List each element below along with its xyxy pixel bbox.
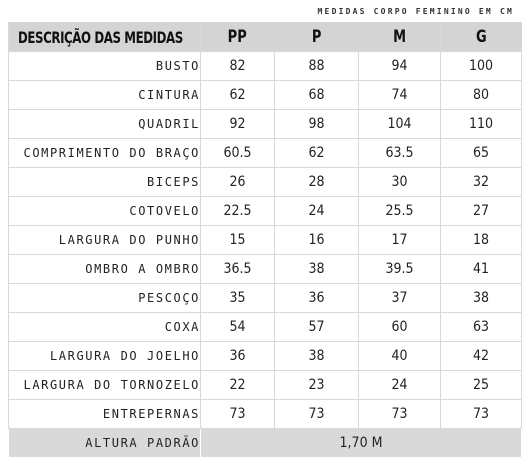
cell-m: 104 — [359, 110, 441, 139]
table-row — [9, 168, 522, 197]
cell-p: 73 — [275, 400, 359, 429]
row-label: BICEPS — [9, 168, 201, 197]
footer-label: ALTURA PADRÃO — [9, 429, 201, 458]
cell-m: 94 — [359, 52, 441, 81]
header-size-m: M — [359, 23, 441, 52]
cell-pp: 36.5 — [201, 255, 275, 284]
table-row — [9, 226, 522, 255]
cell-g: 41 — [441, 255, 522, 284]
cell-pp: 22 — [201, 371, 275, 400]
cell-p: 24 — [275, 197, 359, 226]
cell-p: 36 — [275, 284, 359, 313]
cell-p: 38 — [275, 342, 359, 371]
cell-m: 60 — [359, 313, 441, 342]
table-row — [9, 197, 522, 226]
cell-g: 63 — [441, 313, 522, 342]
cell-pp: 82 — [201, 52, 275, 81]
table-row — [9, 371, 522, 400]
footer-value: 1,70 M — [201, 429, 522, 458]
cell-p: 23 — [275, 371, 359, 400]
row-label: COXA — [9, 313, 201, 342]
cell-p: 88 — [275, 52, 359, 81]
cell-m: 40 — [359, 342, 441, 371]
cell-m: 25.5 — [359, 197, 441, 226]
cell-p: 38 — [275, 255, 359, 284]
cell-pp: 35 — [201, 284, 275, 313]
row-label: PESCOÇO — [9, 284, 201, 313]
cell-p: 98 — [275, 110, 359, 139]
header-description: DESCRIÇÃO DAS MEDIDAS — [9, 23, 201, 52]
cell-pp: 60.5 — [201, 139, 275, 168]
header-size-pp: PP — [201, 23, 275, 52]
header-row — [9, 23, 522, 52]
table-row — [9, 342, 522, 371]
table-row — [9, 313, 522, 342]
table-row — [9, 110, 522, 139]
header-size-g: G — [441, 23, 522, 52]
row-label: LARGURA DO PUNHO — [9, 226, 201, 255]
footer-row — [9, 429, 522, 458]
cell-m: 30 — [359, 168, 441, 197]
row-label: CINTURA — [9, 81, 201, 110]
table-row — [9, 81, 522, 110]
table-row — [9, 139, 522, 168]
row-label: LARGURA DO TORNOZELO — [9, 371, 201, 400]
size-chart-table — [8, 22, 522, 458]
cell-g: 100 — [441, 52, 522, 81]
header-size-p: P — [275, 23, 359, 52]
table-row — [9, 255, 522, 284]
cell-g: 73 — [441, 400, 522, 429]
cell-m: 24 — [359, 371, 441, 400]
cell-g: 27 — [441, 197, 522, 226]
cell-g: 38 — [441, 284, 522, 313]
cell-g: 25 — [441, 371, 522, 400]
row-label: QUADRIL — [9, 110, 201, 139]
cell-g: 42 — [441, 342, 522, 371]
cell-pp: 73 — [201, 400, 275, 429]
cell-p: 68 — [275, 81, 359, 110]
cell-m: 37 — [359, 284, 441, 313]
row-label: COTOVELO — [9, 197, 201, 226]
cell-m: 73 — [359, 400, 441, 429]
cell-p: 57 — [275, 313, 359, 342]
row-label: ENTREPERNAS — [9, 400, 201, 429]
row-label: BUSTO — [9, 52, 201, 81]
table-row — [9, 284, 522, 313]
cell-g: 110 — [441, 110, 522, 139]
cell-p: 62 — [275, 139, 359, 168]
cell-m: 63.5 — [359, 139, 441, 168]
cell-g: 32 — [441, 168, 522, 197]
cell-p: 28 — [275, 168, 359, 197]
cell-m: 74 — [359, 81, 441, 110]
cell-p: 16 — [275, 226, 359, 255]
cell-pp: 62 — [201, 81, 275, 110]
row-label: LARGURA DO JOELHO — [9, 342, 201, 371]
cell-pp: 22.5 — [201, 197, 275, 226]
row-label: COMPRIMENTO DO BRAÇO — [9, 139, 201, 168]
cell-pp: 26 — [201, 168, 275, 197]
cell-pp: 36 — [201, 342, 275, 371]
cell-pp: 15 — [201, 226, 275, 255]
row-label: OMBRO A OMBRO — [9, 255, 201, 284]
cell-m: 17 — [359, 226, 441, 255]
cell-g: 80 — [441, 81, 522, 110]
cell-m: 39.5 — [359, 255, 441, 284]
cell-pp: 54 — [201, 313, 275, 342]
table-row — [9, 400, 522, 429]
table-caption: MEDIDAS CORPO FEMININO EM CM — [317, 7, 514, 16]
cell-g: 65 — [441, 139, 522, 168]
table-row — [9, 52, 522, 81]
cell-g: 18 — [441, 226, 522, 255]
cell-pp: 92 — [201, 110, 275, 139]
